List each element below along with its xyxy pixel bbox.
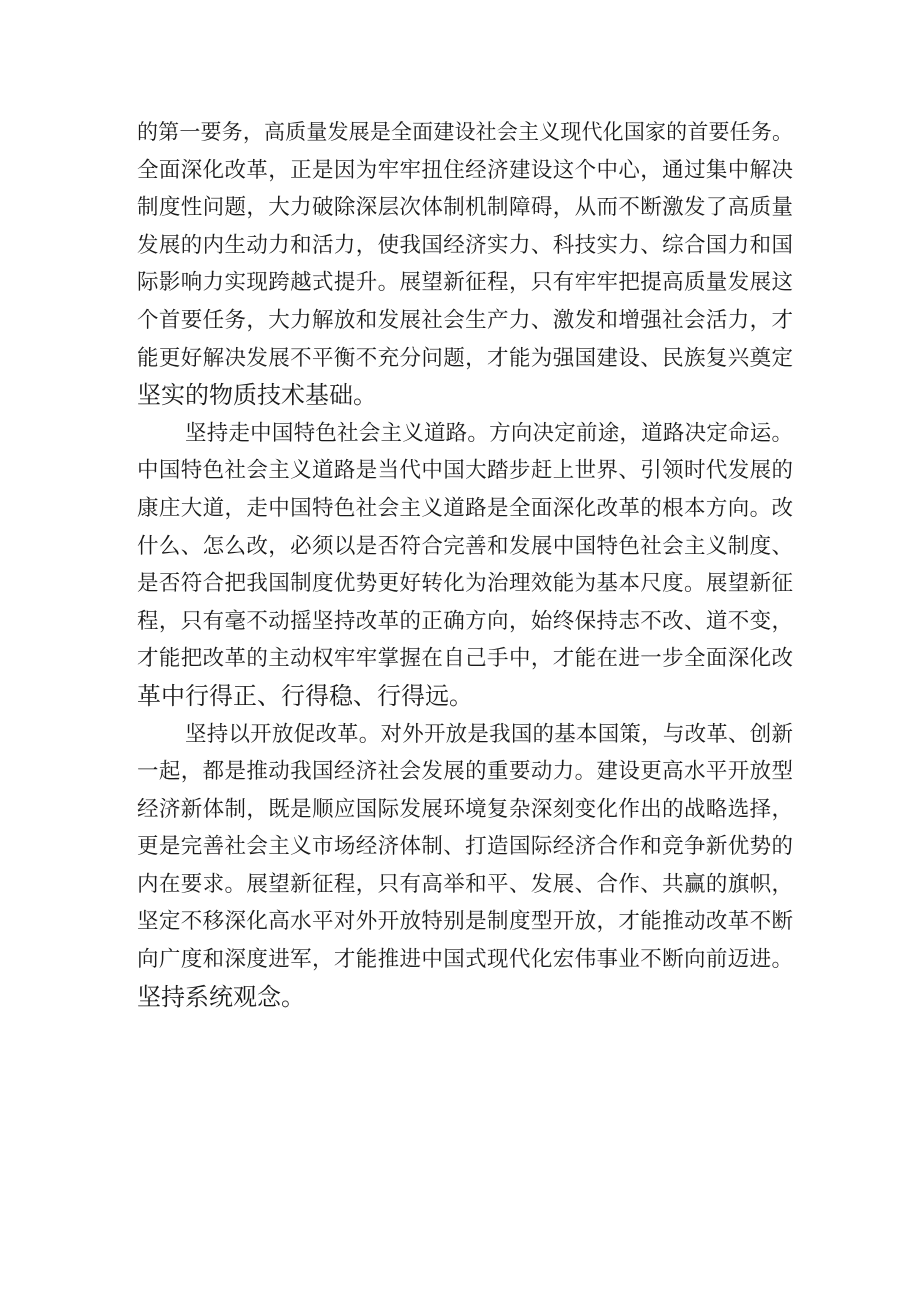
text-line: 制度性问题，大力破除深层次体制机制障碍，从而不断激发了高质量 [137, 195, 793, 221]
text-line: 革中行得正、行得稳、行得远。 [137, 681, 473, 710]
document-body [137, 114, 793, 1016]
text-line: 坚持走中国特色社会主义道路。方向决定前途，道路决定命运。 [185, 420, 793, 446]
text-line: 坚持以开放促改革。对外开放是我国的基本国策，与改革、创新 [185, 721, 793, 747]
text-line: 向广度和深度进军，才能推进中国式现代化宏伟事业不断向前迈进。 [137, 947, 793, 973]
text-line: 是否符合把我国制度优势更好转化为治理效能为基本尺度。展望新征 [137, 571, 793, 597]
text-line: 全面深化改革，正是因为牢牢扭住经济建设这个中心，通过集中解决 [137, 157, 793, 183]
text-line: 坚实的物质技术基础。 [137, 381, 377, 410]
text-line: 一起，都是推动我国经济社会发展的重要动力。建设更高水平开放型 [137, 759, 793, 785]
text-line: 坚定不移深化高水平对外开放特别是制度型开放，才能推动改革不断 [137, 909, 793, 935]
text-line: 内在要求。展望新征程，只有高举和平、发展、合作、共赢的旗帜， [137, 871, 793, 897]
text-line: 程，只有毫不动摇坚持改革的正确方向，始终保持志不改、道不变， [137, 608, 793, 634]
text-line: 经济新体制，既是顺应国际发展环境复杂深刻变化作出的战略选择， [137, 796, 793, 822]
text-line: 能更好解决发展不平衡不充分问题，才能为强国建设、民族复兴奠定 [137, 345, 793, 371]
text-line: 坚持系统观念。 [137, 982, 305, 1011]
text-line: 康庄大道，走中国特色社会主义道路是全面深化改革的根本方向。改 [137, 495, 793, 521]
text-line: 的第一要务，高质量发展是全面建设社会主义现代化国家的首要任务。 [137, 120, 793, 144]
text-line: 际影响力实现跨越式提升。展望新征程，只有牢牢把提高质量发展这 [137, 270, 793, 296]
text-line: 发展的内生动力和活力，使我国经济实力、科技实力、综合国力和国 [137, 232, 793, 258]
text-line: 中国特色社会主义道路是当代中国大踏步赶上世界、引领时代发展的 [137, 458, 793, 484]
text-line: 什么、怎么改，必须以是否符合完善和发展中国特色社会主义制度、 [137, 533, 793, 559]
text-line: 才能把改革的主动权牢牢掌握在自己手中，才能在进一步全面深化改 [137, 646, 793, 672]
text-line: 个首要任务，大力解放和发展社会生产力、激发和增强社会活力，才 [137, 307, 793, 333]
text-line: 更是完善社会主义市场经济体制、打造国际经济合作和竞争新优势的 [137, 834, 793, 860]
